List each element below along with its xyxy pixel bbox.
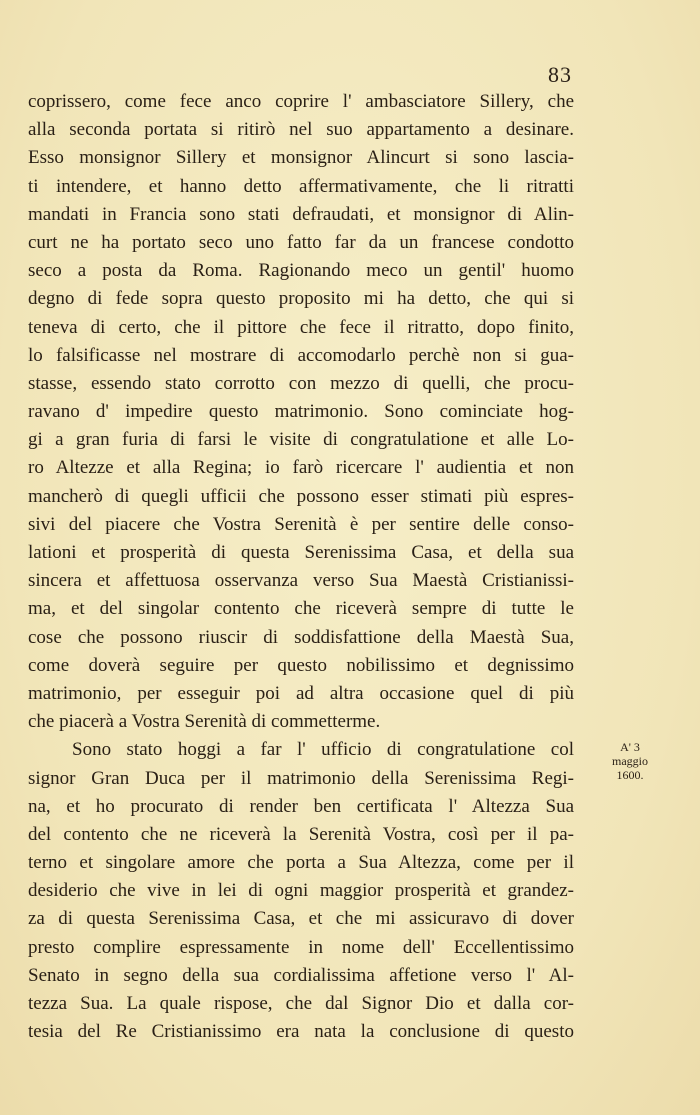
- text-line: na, et ho procurato di render ben certificata l' Altezza Sua: [28, 795, 574, 817]
- text-line: sivi del piacere che Vostra Serenità è per sentire delle conso-: [28, 513, 574, 535]
- text-line: tesia del Re Cristianissimo era nata la conclusione di questo: [28, 1021, 574, 1043]
- text-line: teneva di certo, che il pittore che fece il ritratto, dopo finito,: [28, 316, 574, 338]
- text-line: come doverà seguire per questo nobilissimo et degnissimo: [28, 654, 574, 676]
- text-line: lationi et prosperità di questa Serenissima Casa, et della sua: [28, 542, 574, 563]
- text-line: terno et singolare amore che porta a Sua Altezza, come per il: [28, 852, 574, 874]
- text-line: coprissero, come fece anco coprire l' ambasciatore Sillery, che: [28, 91, 574, 112]
- margin-note-line: 1600.: [616, 768, 644, 782]
- text-line: mandati in Francia sono stati defraudati, et monsignor di Alin-: [28, 203, 574, 225]
- text-line: ravano d' impedire questo matrimonio. Sono cominciate hog-: [28, 401, 574, 423]
- paragraph-start-line: Sono stato hoggi a far l' ufficio di congratulatione col: [72, 739, 574, 761]
- text-line: alla seconda portata si ritirò nel suo appartamento a desinare.: [28, 119, 574, 141]
- margin-note-line: A' 3: [620, 740, 640, 754]
- margin-note-line: maggio: [612, 754, 648, 768]
- text-line: degno di fede sopra questo proposito mi ha detto, che qui si: [28, 288, 574, 310]
- text-line: lo falsificasse nel mostrare di accomodarlo perchè non si gua-: [28, 344, 574, 366]
- text-line: mancherò di quegli ufficii che possono esser stimati più espres-: [28, 485, 574, 507]
- text-line: matrimonio, per esseguir poi ad altra occasione quel di più: [28, 682, 574, 704]
- text-line: tezza Sua. La quale rispose, che dal Signor Dio et dalla cor-: [28, 993, 574, 1014]
- body-text: [28, 88, 574, 1046]
- text-line: desiderio che vive in lei di ogni maggior prosperità et grandez-: [28, 880, 574, 902]
- text-line: Esso monsignor Sillery et monsignor Alincurt si sono lascia-: [28, 147, 574, 169]
- text-line: presto complire espressamente in nome dell' Eccellentissimo: [28, 936, 574, 958]
- text-line: curt ne ha portato seco uno fatto far da un francese condotto: [28, 231, 574, 253]
- text-line: cose che possono riuscir di soddisfattione della Maestà Sua,: [28, 626, 574, 648]
- text-line: Senato in segno della sua cordialissima affetione verso l' Al-: [28, 964, 574, 986]
- text-line: del contento che ne riceverà la Serenità Vostra, così per il pa-: [28, 823, 574, 845]
- text-line: ro Altezze et alla Regina; io farò ricercare l' audientia et non: [28, 457, 574, 479]
- text-line: gi a gran furia di farsi le visite di congratulatione et alle Lo-: [28, 429, 574, 451]
- text-line: ti intendere, et hanno detto affermativamente, che li ritratti: [28, 175, 574, 197]
- text-line: za di questa Serenissima Casa, et che mi assicuravo di dover: [28, 908, 574, 930]
- margin-date-note: [606, 740, 654, 782]
- text-line: seco a posta da Roma. Ragionando meco un gentil' huomo: [28, 260, 574, 282]
- text-line: ma, et del singolar contento che riceverà sempre di tutte le: [28, 598, 574, 620]
- page-number: 83: [548, 62, 572, 87]
- text-line: stasse, essendo stato corrotto con mezzo di quelli, che procu-: [28, 372, 574, 394]
- text-line: signor Gran Duca per il matrimonio della Serenissima Regi-: [28, 767, 574, 789]
- paragraph-end-line: che piacerà a Vostra Serenità di commetterme.: [28, 711, 381, 733]
- text-line: sincera et affettuosa osservanza verso Sua Maestà Cristianissi-: [28, 570, 574, 592]
